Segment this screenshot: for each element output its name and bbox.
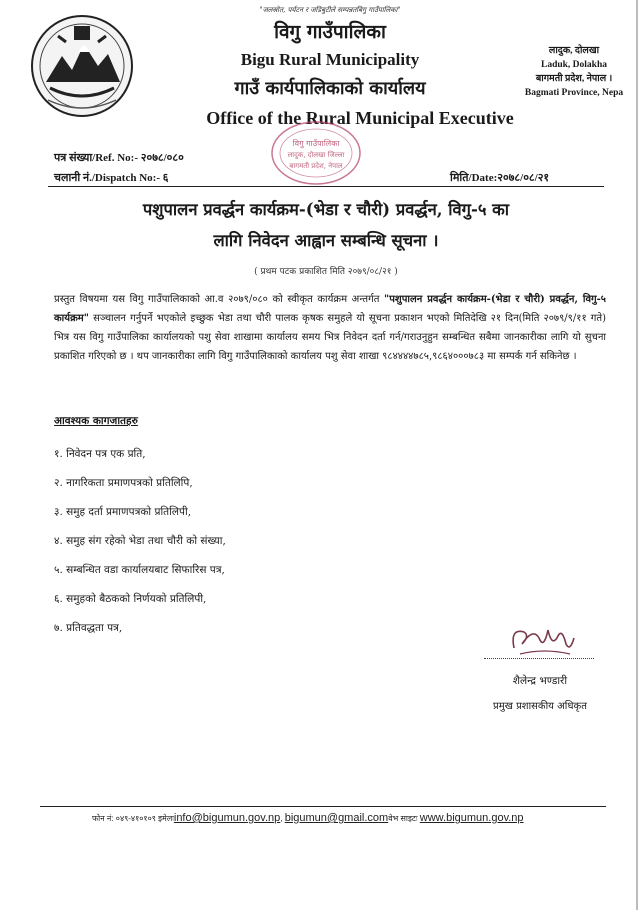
list-item: २. नागरिकता प्रमाणपत्रको प्रतिलिपि,: [54, 477, 193, 489]
ref-value: २०७८/०८०: [140, 152, 184, 164]
notice-body: [54, 290, 606, 366]
list-item: ६. समुहको बैठकको निर्णयको प्रतिलिपी,: [54, 593, 207, 605]
notice-title-line-2: लागि निवेदन आह्वान सम्बन्धि सूचना ।: [213, 231, 439, 250]
stamp-text-1: विगु गाउँपालिका: [292, 139, 340, 148]
dispatch-number: [54, 170, 168, 185]
signature-mark: [500, 618, 580, 662]
ref-label: पत्र संख्या/Ref. No:-: [54, 152, 138, 164]
stamp-text-3: बागमती प्रदेश, नेपाल: [289, 162, 343, 170]
notice-title: [48, 194, 604, 256]
date-label: मिति/Date:: [450, 172, 498, 184]
address-line-4: Bagmati Province, Nepa: [524, 88, 624, 98]
reference-number: [54, 150, 184, 165]
office-address: [510, 44, 638, 100]
date-value: २०७८/०८/२१: [497, 172, 550, 184]
list-item: १. निवेदन पत्र एक प्रति,: [54, 448, 146, 460]
dispatch-label: चलानी नं./Dispatch No:-: [54, 172, 160, 184]
website-link[interactable]: www.bigumun.gov.np: [419, 812, 524, 824]
municipality-name-nepali: विगु गाउँपालिका: [274, 21, 386, 43]
notice-title-line-1: पशुपालन प्रवर्द्धन कार्यक्रम-(भेडा र चौरी) प्रवर्द्धन, विगु-५ का: [142, 200, 510, 219]
office-name-nepali: गाउँ कार्यपालिकाको कार्यालय: [234, 78, 426, 99]
office-stamp: [268, 118, 364, 188]
municipality-name-english: Bigu Rural Municipality: [240, 50, 420, 69]
dispatch-value: ६: [162, 172, 169, 184]
footer-divider: [40, 806, 606, 807]
address-line-1: लादुक, दोलखा: [548, 46, 600, 56]
nepal-emblem-icon: [28, 12, 136, 120]
address-line-2: Laduk, Dolakha: [540, 60, 607, 70]
required-documents-heading: आवश्यक कागजातहरु: [54, 415, 138, 427]
municipality-motto: "जलस्रोत, पर्यटन र जडिबुटीले सम्पन्नतबिगु गाउँपालिका": [259, 6, 401, 14]
notice-body-part-2: सञ्चालन गर्नुपर्ने भएकोले इच्छुक भेडा तथा चौरी पालक कृषक समुहले यो सूचना प्रकाशन भएको मितिदेखि २१ दिन(मिति २०७९/९/११ गते) भित्र यस विगु गाउँपालिका कार्यालयको पशु सेवा शाखामा कार्यालय समय भित्र निवेदन दर्ता गर्न/गराउनुहुन सम्बन्धित सबैमा जानकारीका लागि यो सुचना प्रकाशित गरिएको छ । थप जानकारीका लागि विगु गाउँपालिकाको कार्यालय पशु सेवा शाखा ९८४४४४७८५,९८६४०००७८३ मा सम्पर्क गर्न सकिनेछ ।: [54, 313, 606, 362]
required-documents-list: [54, 440, 226, 643]
footer-phone: फोन नं: ०४९-४१०१०९ इमेलः: [92, 814, 174, 823]
publication-date: ( प्रथम पटक प्रकाशित मिति २०७९/०८/२१ ): [254, 267, 398, 277]
address-line-3: बागमती प्रदेश, नेपाल ।: [535, 74, 613, 84]
email-link-gmail[interactable]: bigumun@gmail.com: [284, 812, 389, 824]
list-item: ५. सम्बन्धित वडा कार्यालयबाट सिफारिस पत्र,: [54, 564, 225, 576]
header-divider: [48, 186, 604, 187]
footer-web-label: वेभ साइटः: [388, 814, 418, 823]
signatory-role: प्रमुख प्रशासकीय अधिकृत: [493, 701, 587, 712]
signatory-name: शैलेन्द्र भण्डारी: [512, 675, 568, 687]
office-name-english: Office of the Rural Municipal Executive: [206, 108, 514, 128]
stamp-text-2: लादुक, दोलखा जिल्ला: [287, 151, 345, 159]
contact-footer: [92, 812, 612, 824]
email-link-info[interactable]: info@bigumun.gov.np: [173, 812, 281, 824]
notice-program-name: "पशुपालन प्रवर्द्धन कार्यक्रम-(भेडा र चौरी) प्रवर्द्धन, विगु-५ कार्यक्रम": [54, 294, 606, 324]
letter-date: [450, 170, 549, 185]
notice-body-part-1: प्रस्तुत विषयमा यस विगु गाउँपालिकाको आ.व २०७९/०८० को स्वीकृत कार्यक्रम अन्तर्गत: [54, 294, 385, 305]
list-item: ४. समुह संग रहेको भेडा तथा चौरी को संख्या,: [54, 535, 226, 547]
list-item: ३. समुह दर्ता प्रमाणपत्रको प्रतिलिपी,: [54, 506, 192, 518]
signature-line: [484, 658, 594, 659]
footer-separator: ,: [280, 814, 285, 823]
list-item: ७. प्रतिवद्धता पत्र,: [54, 622, 123, 634]
